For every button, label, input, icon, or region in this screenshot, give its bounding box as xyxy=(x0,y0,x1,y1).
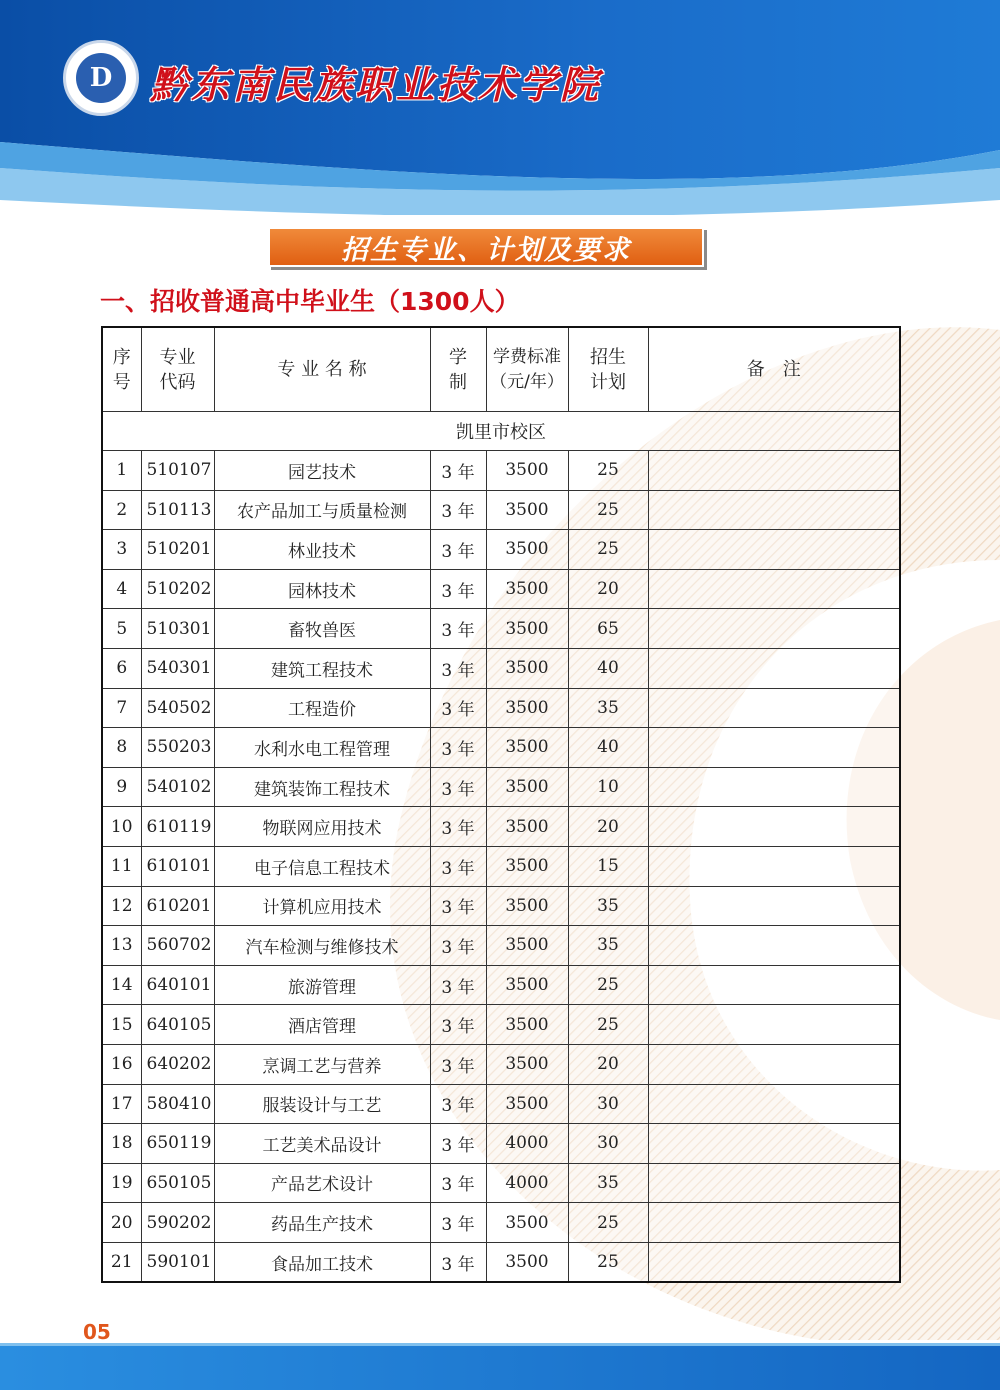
cell-plan: 25 xyxy=(568,451,648,491)
cell-fee: 3500 xyxy=(486,609,568,649)
cell-years: 3 年 xyxy=(430,648,486,688)
cell-remark xyxy=(648,886,900,926)
cell-plan: 25 xyxy=(568,1242,648,1282)
cell-plan: 35 xyxy=(568,1163,648,1203)
cell-remark xyxy=(648,965,900,1005)
cell-plan: 10 xyxy=(568,767,648,807)
cell-seq: 11 xyxy=(102,846,141,886)
enrollment-plan-table xyxy=(101,326,901,1283)
cell-remark xyxy=(648,688,900,728)
cell-seq: 12 xyxy=(102,886,141,926)
cell-plan: 40 xyxy=(568,648,648,688)
cell-remark xyxy=(648,846,900,886)
header-remark: 备 注 xyxy=(648,327,900,412)
header-seq: 序号 xyxy=(102,327,141,412)
cell-major-name: 食品加工技术 xyxy=(214,1242,430,1282)
cell-fee: 3500 xyxy=(486,648,568,688)
school-logo xyxy=(63,40,139,116)
cell-remark xyxy=(648,807,900,847)
table-row xyxy=(102,807,900,847)
cell-major-name: 工程造价 xyxy=(214,688,430,728)
header-plan: 招生计划 xyxy=(568,327,648,412)
campus-name: 凯里市校区 xyxy=(102,412,900,451)
cell-seq: 13 xyxy=(102,926,141,966)
table-row xyxy=(102,451,900,491)
cell-seq: 5 xyxy=(102,609,141,649)
page-number: 05 xyxy=(83,1320,111,1344)
cell-remark xyxy=(648,490,900,530)
cell-code: 510107 xyxy=(141,451,214,491)
cell-plan: 25 xyxy=(568,530,648,570)
cell-seq: 20 xyxy=(102,1203,141,1243)
cell-major-name: 林业技术 xyxy=(214,530,430,570)
cell-plan: 15 xyxy=(568,846,648,886)
cell-seq: 7 xyxy=(102,688,141,728)
cell-plan: 25 xyxy=(568,1005,648,1045)
cell-seq: 19 xyxy=(102,1163,141,1203)
cell-years: 3 年 xyxy=(430,728,486,768)
cell-years: 3 年 xyxy=(430,926,486,966)
cell-remark xyxy=(648,1124,900,1164)
cell-major-name: 计算机应用技术 xyxy=(214,886,430,926)
cell-code: 540102 xyxy=(141,767,214,807)
cell-fee: 4000 xyxy=(486,1124,568,1164)
cell-plan: 20 xyxy=(568,807,648,847)
table-row xyxy=(102,767,900,807)
cell-remark xyxy=(648,1044,900,1084)
header-code: 专业代码 xyxy=(141,327,214,412)
cell-code: 550203 xyxy=(141,728,214,768)
table-row xyxy=(102,1005,900,1045)
table-row xyxy=(102,609,900,649)
cell-plan: 30 xyxy=(568,1084,648,1124)
cell-code: 540502 xyxy=(141,688,214,728)
table-row xyxy=(102,1084,900,1124)
cell-seq: 14 xyxy=(102,965,141,1005)
cell-remark xyxy=(648,1242,900,1282)
cell-fee: 3500 xyxy=(486,846,568,886)
cell-years: 3 年 xyxy=(430,569,486,609)
header-fee: 学费标准（元/年） xyxy=(486,327,568,412)
cell-plan: 20 xyxy=(568,569,648,609)
cell-seq: 1 xyxy=(102,451,141,491)
section-title: 一、招收普通高中毕业生（1300人） xyxy=(100,287,520,316)
banner-title: 招生专业、计划及要求 xyxy=(341,234,631,266)
table-row xyxy=(102,1044,900,1084)
cell-years: 3 年 xyxy=(430,530,486,570)
table-row xyxy=(102,1242,900,1282)
cell-years: 3 年 xyxy=(430,609,486,649)
cell-years: 3 年 xyxy=(430,1124,486,1164)
cell-years: 3 年 xyxy=(430,1044,486,1084)
cell-plan: 35 xyxy=(568,886,648,926)
cell-major-name: 酒店管理 xyxy=(214,1005,430,1045)
cell-code: 510202 xyxy=(141,569,214,609)
cell-years: 3 年 xyxy=(430,688,486,728)
table-row xyxy=(102,569,900,609)
cell-code: 510301 xyxy=(141,609,214,649)
cell-years: 3 年 xyxy=(430,767,486,807)
table-row xyxy=(102,846,900,886)
cell-code: 510201 xyxy=(141,530,214,570)
cell-years: 3 年 xyxy=(430,1203,486,1243)
cell-plan: 20 xyxy=(568,1044,648,1084)
cell-years: 3 年 xyxy=(430,1005,486,1045)
header-name: 专 业 名 称 xyxy=(214,327,430,412)
cell-major-name: 电子信息工程技术 xyxy=(214,846,430,886)
cell-code: 640202 xyxy=(141,1044,214,1084)
cell-remark xyxy=(648,609,900,649)
cell-major-name: 旅游管理 xyxy=(214,965,430,1005)
cell-seq: 9 xyxy=(102,767,141,807)
cell-code: 640101 xyxy=(141,965,214,1005)
cell-code: 610101 xyxy=(141,846,214,886)
cell-seq: 15 xyxy=(102,1005,141,1045)
cell-code: 510113 xyxy=(141,490,214,530)
cell-code: 590101 xyxy=(141,1242,214,1282)
cell-major-name: 汽车检测与维修技术 xyxy=(214,926,430,966)
cell-seq: 8 xyxy=(102,728,141,768)
cell-code: 560702 xyxy=(141,926,214,966)
cell-remark xyxy=(648,767,900,807)
cell-years: 3 年 xyxy=(430,846,486,886)
cell-fee: 3500 xyxy=(486,886,568,926)
cell-seq: 16 xyxy=(102,1044,141,1084)
cell-fee: 3500 xyxy=(486,451,568,491)
table-row xyxy=(102,1203,900,1243)
cell-years: 3 年 xyxy=(430,965,486,1005)
cell-seq: 4 xyxy=(102,569,141,609)
cell-major-name: 产品艺术设计 xyxy=(214,1163,430,1203)
table-row xyxy=(102,965,900,1005)
table-row xyxy=(102,530,900,570)
cell-code: 540301 xyxy=(141,648,214,688)
cell-code: 610201 xyxy=(141,886,214,926)
campus-row xyxy=(102,412,900,451)
cell-fee: 3500 xyxy=(486,530,568,570)
cell-remark xyxy=(648,648,900,688)
cell-years: 3 年 xyxy=(430,886,486,926)
cell-major-name: 园林技术 xyxy=(214,569,430,609)
cell-fee: 3500 xyxy=(486,490,568,530)
cell-fee: 3500 xyxy=(486,569,568,609)
cell-fee: 3500 xyxy=(486,1242,568,1282)
cell-fee: 3500 xyxy=(486,728,568,768)
cell-major-name: 烹调工艺与营养 xyxy=(214,1044,430,1084)
cell-fee: 3500 xyxy=(486,965,568,1005)
cell-seq: 10 xyxy=(102,807,141,847)
cell-plan: 65 xyxy=(568,609,648,649)
cell-seq: 6 xyxy=(102,648,141,688)
table-row xyxy=(102,648,900,688)
cell-code: 610119 xyxy=(141,807,214,847)
cell-code: 590202 xyxy=(141,1203,214,1243)
table-body xyxy=(102,412,900,1283)
cell-seq: 3 xyxy=(102,530,141,570)
cell-plan: 35 xyxy=(568,926,648,966)
cell-remark xyxy=(648,1084,900,1124)
table-row xyxy=(102,926,900,966)
cell-seq: 17 xyxy=(102,1084,141,1124)
cell-major-name: 水利水电工程管理 xyxy=(214,728,430,768)
cell-years: 3 年 xyxy=(430,490,486,530)
cell-major-name: 建筑装饰工程技术 xyxy=(214,767,430,807)
cell-remark xyxy=(648,926,900,966)
cell-major-name: 药品生产技术 xyxy=(214,1203,430,1243)
table-row xyxy=(102,688,900,728)
cell-plan: 25 xyxy=(568,965,648,1005)
cell-plan: 30 xyxy=(568,1124,648,1164)
cell-plan: 40 xyxy=(568,728,648,768)
table-row xyxy=(102,1124,900,1164)
cell-code: 650105 xyxy=(141,1163,214,1203)
cell-remark xyxy=(648,530,900,570)
cell-fee: 3500 xyxy=(486,767,568,807)
cell-major-name: 园艺技术 xyxy=(214,451,430,491)
cell-plan: 35 xyxy=(568,688,648,728)
table-header-row xyxy=(102,327,900,412)
cell-fee: 4000 xyxy=(486,1163,568,1203)
cell-major-name: 工艺美术品设计 xyxy=(214,1124,430,1164)
table-row xyxy=(102,490,900,530)
cell-fee: 3500 xyxy=(486,1084,568,1124)
table-row xyxy=(102,1163,900,1203)
cell-major-name: 畜牧兽医 xyxy=(214,609,430,649)
cell-years: 3 年 xyxy=(430,451,486,491)
cell-seq: 18 xyxy=(102,1124,141,1164)
cell-remark xyxy=(648,451,900,491)
cell-years: 3 年 xyxy=(430,1084,486,1124)
section-banner xyxy=(268,227,704,267)
cell-years: 3 年 xyxy=(430,1242,486,1282)
cell-code: 580410 xyxy=(141,1084,214,1124)
cell-remark xyxy=(648,728,900,768)
table-row xyxy=(102,886,900,926)
table-row xyxy=(102,728,900,768)
cell-major-name: 服装设计与工艺 xyxy=(214,1084,430,1124)
cell-years: 3 年 xyxy=(430,807,486,847)
cell-seq: 21 xyxy=(102,1242,141,1282)
cell-major-name: 建筑工程技术 xyxy=(214,648,430,688)
cell-fee: 3500 xyxy=(486,1203,568,1243)
cell-remark xyxy=(648,569,900,609)
logo-emblem: D xyxy=(76,53,126,103)
school-name: 黔东南民族职业技术学院 xyxy=(150,62,602,107)
cell-plan: 25 xyxy=(568,490,648,530)
cell-remark xyxy=(648,1163,900,1203)
cell-seq: 2 xyxy=(102,490,141,530)
cell-fee: 3500 xyxy=(486,926,568,966)
cell-major-name: 物联网应用技术 xyxy=(214,807,430,847)
cell-plan: 25 xyxy=(568,1203,648,1243)
cell-remark xyxy=(648,1203,900,1243)
cell-fee: 3500 xyxy=(486,688,568,728)
cell-code: 650119 xyxy=(141,1124,214,1164)
cell-remark xyxy=(648,1005,900,1045)
cell-years: 3 年 xyxy=(430,1163,486,1203)
header-years: 学制 xyxy=(430,327,486,412)
cell-fee: 3500 xyxy=(486,807,568,847)
cell-fee: 3500 xyxy=(486,1005,568,1045)
footer-band xyxy=(0,1343,1000,1390)
cell-fee: 3500 xyxy=(486,1044,568,1084)
cell-major-name: 农产品加工与质量检测 xyxy=(214,490,430,530)
cell-code: 640105 xyxy=(141,1005,214,1045)
